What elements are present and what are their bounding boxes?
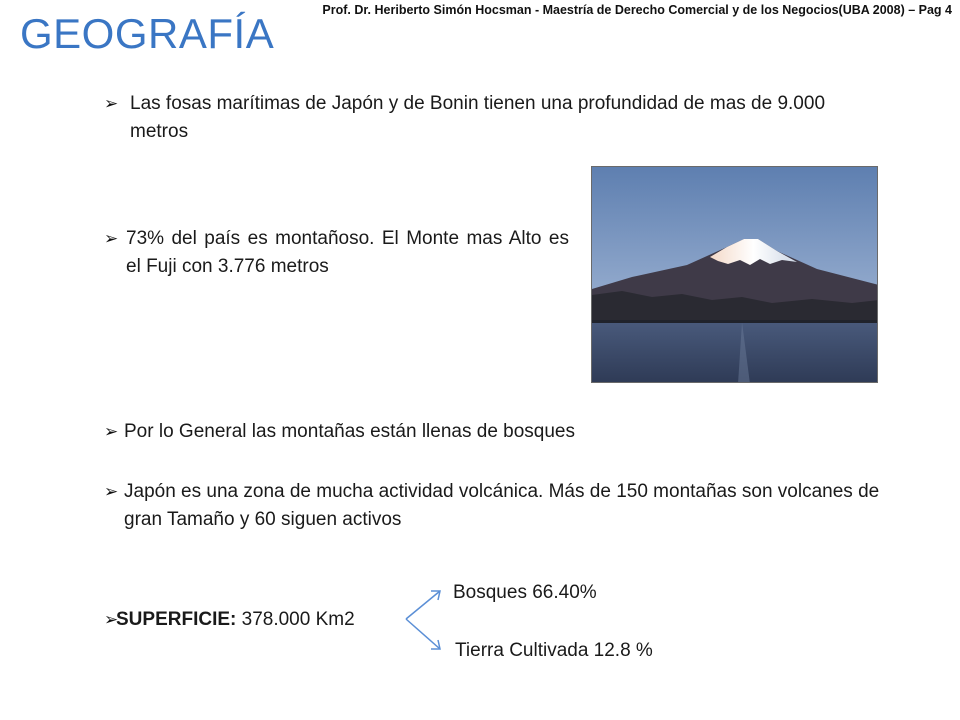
bosques-percentage: Bosques 66.40% (453, 582, 597, 603)
mount-fuji-photo (591, 166, 878, 383)
bullet-volcanes-text: Japón es una zona de mucha actividad volcánica. Más de 150 montañas son volcanes de gran Tamaño y 60 siguen activos (124, 481, 880, 530)
superficie-label: SUPERFICIE: (116, 609, 237, 630)
tierra-cultivada-percentage: Tierra Cultivada 12.8 % (455, 640, 653, 661)
bullet-montanoso-text: 73% del país es montañoso. El Monte mas Alto es el Fuji con 3.776 metros (126, 228, 569, 277)
superficie-value: 378.000 Km2 (241, 609, 355, 630)
bullet-bosques (104, 418, 824, 446)
branch-arrows-icon (400, 585, 460, 655)
slide-title: GEOGRAFÍA (20, 10, 275, 57)
bullet-bosques-text: Por lo General las montañas están llenas de bosques (124, 421, 575, 442)
bullet-superficie-text (104, 606, 404, 634)
bullet-fosas-text: Las fosas marítimas de Japón y de Bonin tienen una profundidad de mas de 9.000 metros (130, 93, 826, 142)
bullet-arrow-icon: ➢ (104, 422, 119, 442)
bullet-montanoso (104, 225, 569, 281)
bullet-superficie (104, 606, 404, 634)
bullet-fosas (104, 90, 864, 146)
bullet-arrow-icon: ➢ (104, 94, 119, 114)
bullet-arrow-icon: ➢ (104, 482, 119, 502)
header-credit: Prof. Dr. Heriberto Simón Hocsman - Maestría de Derecho Comercial y de los Negocios(UBA 2008) – Pag 4 (322, 3, 952, 17)
bullet-arrow-icon: ➢ (104, 610, 119, 630)
bullet-arrow-icon: ➢ (104, 229, 119, 249)
bullet-volcanes (104, 478, 884, 534)
